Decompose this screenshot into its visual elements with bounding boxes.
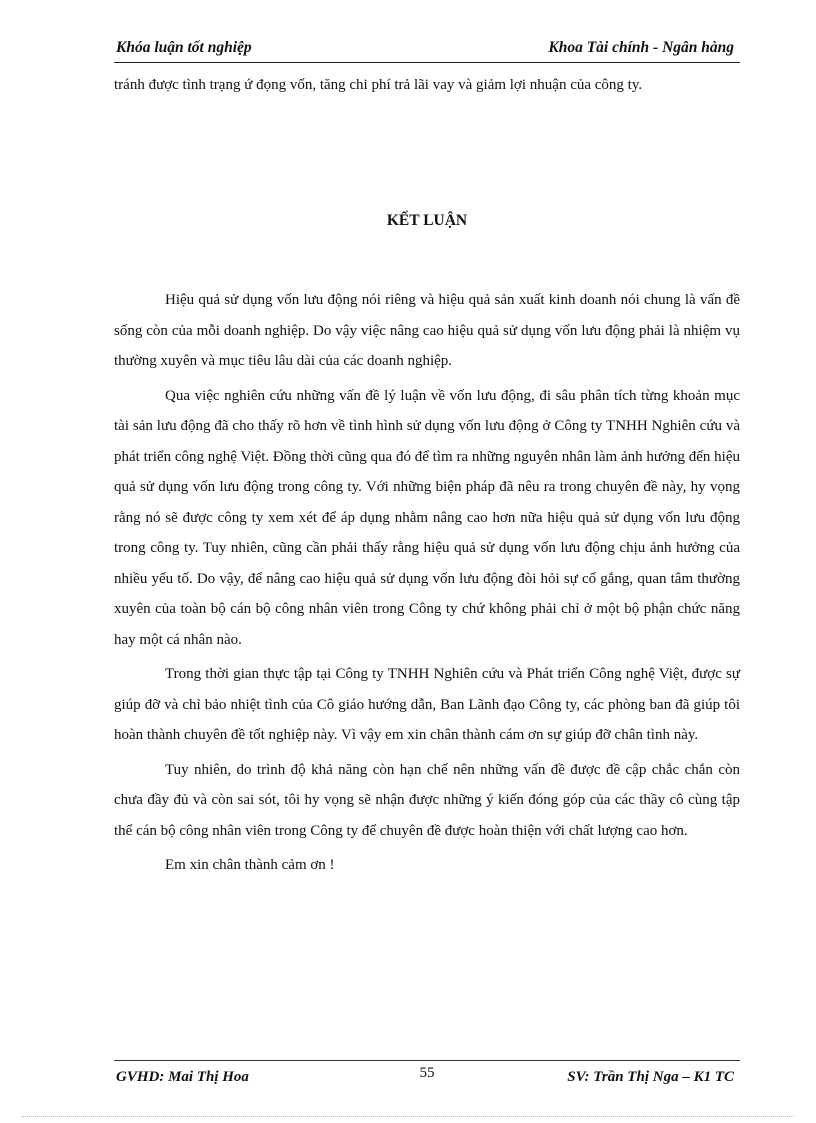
section-title: KẾT LUẬN bbox=[386, 212, 468, 229]
paragraph-1: Hiệu quả sử dụng vốn lưu động nói riêng và hiệu quả sản xuất kinh doanh nói chung là vấn đề sống còn của mỗi doanh nghiệp. Do vậy việc nâng cao hiệu quả sử dụng vốn lưu động phải là nhiệm vụ thường xuyên và mục tiêu lâu dài của các doanh nghiệp. bbox=[114, 292, 740, 369]
page-footer bbox=[114, 1060, 740, 1091]
header-thesis-label: Khóa luận tốt nghiệp bbox=[116, 39, 252, 56]
page-header bbox=[114, 38, 740, 63]
page-number: 55 bbox=[419, 1065, 435, 1081]
conclusion-body bbox=[114, 285, 740, 881]
page-bottom-divider bbox=[22, 1116, 794, 1117]
paragraph-3: Trong thời gian thực tập tại Công ty TNHH Nghiên cứu và Phát triển Công nghệ Việt, được sự giúp đỡ và chỉ bảo nhiệt tình của Cô giáo hướng dẫn, Ban Lãnh đạo Công ty, các phòng ban đã giúp tôi hoàn thành chuyên đề tốt nghiệp này. Vì vậy em xin chân thành cám ơn sự giúp đỡ chân tình này. bbox=[114, 666, 740, 743]
paragraph-closing: Em xin chân thành cảm ơn ! bbox=[165, 857, 335, 873]
paragraph-2: Qua việc nghiên cứu những vấn đề lý luận về vốn lưu động, đi sâu phân tích từng khoản mục tài sản lưu động đã cho thấy rõ hơn về tình hình sử dụng vốn lưu động ở Công ty TNHH Nghiên cứu và phát triển công nghệ Việt. Đồng thời cũng qua đó để tìm ra những nguyên nhân làm ảnh hưởng đến hiệu quả sử dụng vốn lưu động trong công ty. Với những biện pháp đã nêu ra trong chuyên đề này, hy vọng rằng nó sẽ được công ty xem xét để áp dụng nhằm nâng cao hơn nữa hiệu quả sử dụng vốn lưu động trong công ty. Tuy nhiên, cũng cần phải thấy rằng hiệu quả sử dụng vốn lưu động chịu ảnh hưởng của nhiều yếu tố. Do vậy, để nâng cao hiệu quả sử dụng vốn lưu động đòi hỏi sự cố gắng, quan tâm thường xuyên của toàn bộ cán bộ công nhân viên trong Công ty chứ không phải chỉ ở một bộ phận chức năng hay một cá nhân nào. bbox=[114, 387, 740, 648]
footer-advisor: GVHD: Mai Thị Hoa bbox=[116, 1069, 249, 1085]
paragraph-4: Tuy nhiên, do trình độ khả năng còn hạn chế nên những vấn đề được đề cập chắc chắn còn chưa đầy đủ và còn sai sót, tôi hy vọng sẽ nhận được những ý kiến đóng góp của các thầy cô cùng tập thể cán bộ công nhân viên trong Công ty để chuyên đề được hoàn thiện với chất lượng cao hơn. bbox=[114, 761, 740, 839]
footer-student: SV: Trần Thị Nga – K1 TC bbox=[567, 1069, 734, 1085]
intro-paragraph: tránh được tình trạng ứ đọng vốn, tăng chi phí trả lãi vay và giảm lợi nhuận của công ty. bbox=[114, 77, 643, 93]
header-faculty-label: Khoa Tài chính - Ngân hàng bbox=[548, 39, 734, 56]
intro-block bbox=[114, 70, 740, 102]
